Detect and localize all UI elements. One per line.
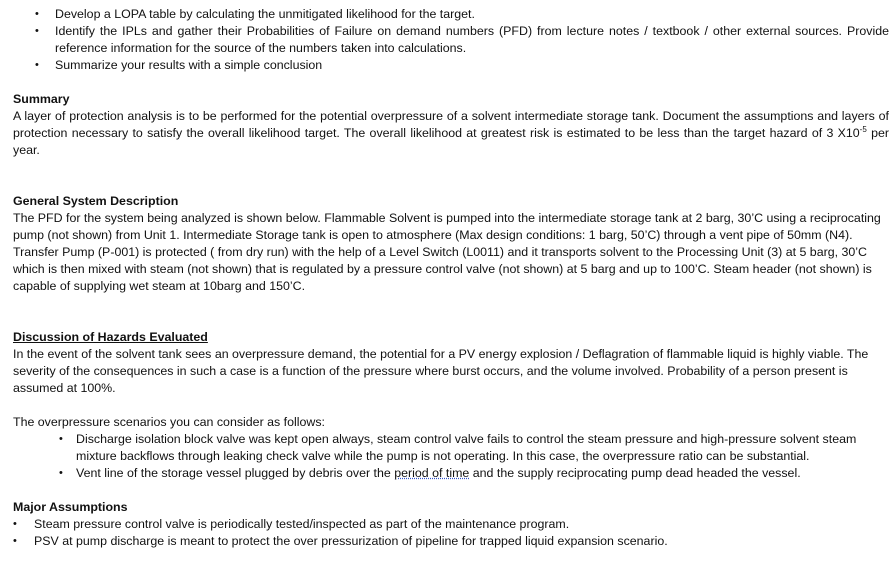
bullet-icon: • xyxy=(59,467,63,479)
intro-bullet-list xyxy=(13,6,889,74)
assumption-text: PSV at pump discharge is meant to protect the over pressurization of pipeline for trapped liquid expansion scenario. xyxy=(34,534,668,548)
general-heading: General System Description xyxy=(13,194,179,208)
list-item xyxy=(13,465,889,482)
assumptions-heading: Major Assumptions xyxy=(13,500,128,514)
hazards-paragraph: In the event of the solvent tank sees an overpressure demand, the potential for a PV energy explosion / Deflagration of flammable liquid is highly viable. The severity of the consequences in such a case is a function of the pressure where burst occurs, and the volume involved. Probability of a person present is assumed at 100%. xyxy=(13,347,869,395)
intro-bullet-text: Summarize your results with a simple conclusion xyxy=(55,58,323,72)
list-item xyxy=(13,431,889,465)
spellcheck-marked-text: period of time xyxy=(394,466,470,480)
spacer xyxy=(13,482,889,499)
summary-paragraph xyxy=(13,108,889,159)
spacer xyxy=(13,397,889,414)
bullet-icon: • xyxy=(13,535,17,547)
scenario-text-end: and the supply reciprocating pump dead headed the vessel. xyxy=(469,466,801,480)
document-page xyxy=(13,6,889,550)
intro-bullet-text: Identify the IPLs and gather their Probabilities of Failure on demand numbers (PFD) from lecture notes / textbook / other external sources. Provide reference information for the source of the numbers taken into calculations. xyxy=(55,24,889,55)
list-item xyxy=(13,6,889,23)
summary-text: A layer of protection analysis is to be performed for the potential overpressure of a solvent intermediate storage tank. Document the assumptions and layers of protection necessary to satisfy the overall likelihood target. The overall likelihood at greatest risk is estimated to be less than the target hazard of 3 X10 xyxy=(13,109,889,140)
scenario-bullet-list xyxy=(13,431,889,482)
summary-text-end: per year. xyxy=(13,126,889,157)
bullet-icon: • xyxy=(35,59,39,71)
list-item xyxy=(13,57,889,74)
spacer xyxy=(13,159,889,193)
bullet-icon: • xyxy=(35,25,39,37)
list-item xyxy=(13,533,889,550)
scenarios-intro: The overpressure scenarios you can consider as follows: xyxy=(13,415,325,429)
intro-bullet-text: Develop a LOPA table by calculating the unmitigated likelihood for the target. xyxy=(55,7,475,21)
scenario-text: Vent line of the storage vessel plugged by debris over the xyxy=(76,466,395,480)
bullet-icon: • xyxy=(59,433,63,445)
summary-exponent: -5 xyxy=(859,124,867,134)
assumption-text: Steam pressure control valve is periodically tested/inspected as part of the maintenance program. xyxy=(34,517,570,531)
hazards-heading: Discussion of Hazards Evaluated xyxy=(13,330,208,344)
summary-heading: Summary xyxy=(13,92,70,106)
general-paragraph: The PFD for the system being analyzed is shown below. Flammable Solvent is pumped into the intermediate storage tank at 2 barg, 30’C using a reciprocating pump (not shown) from Unit 1. Intermediate Storage tank is open to atmosphere (Max design conditions: 1 barg, 50’C) through a vent pipe of 50mm (N4). Transfer Pump (P-001) is protected ( from dry run) with the help of a Level Switch (L0011) and it transports solvent to the Processing Unit (3) at 5 barg, 30’C which is then mixed with steam (not shown) that is regulated by a pressure control valve (not shown) at 5 barg and up to 100’C. Steam header (not shown) is capable of supplying wet steam at 10barg and 150’C. xyxy=(13,211,881,293)
bullet-icon: • xyxy=(35,8,39,20)
assumptions-bullet-list xyxy=(13,516,889,550)
list-item xyxy=(13,516,889,533)
bullet-icon: • xyxy=(13,518,17,530)
list-item xyxy=(13,23,889,57)
scenario-text: Discharge isolation block valve was kept open always, steam control valve fails to control the steam pressure and high-pressure solvent steam mixture backflows through leaking check valve while the pump is not operating. In this case, the overpressure ratio can be substantial. xyxy=(76,432,857,463)
spacer xyxy=(13,74,889,91)
spacer xyxy=(13,295,889,329)
